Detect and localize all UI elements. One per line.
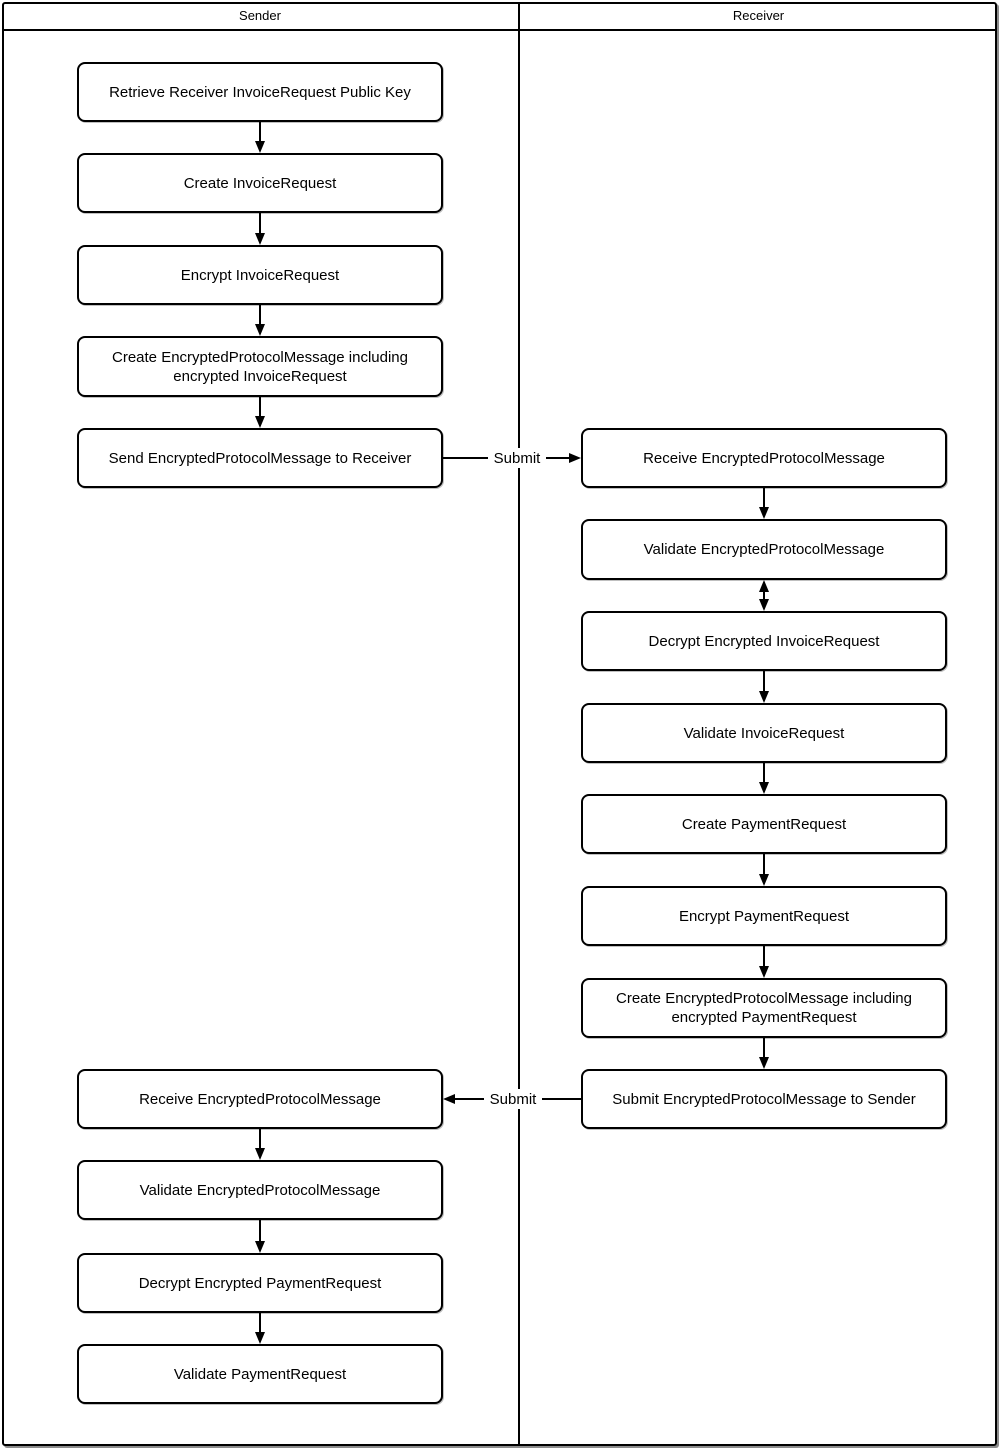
flow-step-create-epm-including-encrypted-paymentrequest: [581, 978, 947, 1038]
flow-step-receive-epm-sender: [77, 1069, 443, 1129]
flow-step-label: Validate EncryptedProtocolMessage: [139, 1181, 381, 1199]
flow-step-label: Receive EncryptedProtocolMessage: [643, 449, 885, 467]
flow-step-create-invoicerequest: [77, 153, 443, 213]
arrow-create-to-encrypt-invoicerequest: [255, 213, 265, 245]
flow-step-label: Encrypt InvoiceRequest: [180, 266, 340, 284]
flow-step-validate-epm-sender: [77, 1160, 443, 1220]
flow-step-label: Decrypt Encrypted InvoiceRequest: [648, 632, 880, 650]
arrow-validate-to-decrypt-paymentrequest: [255, 1220, 265, 1253]
flow-step-receive-epm-receiver: [581, 428, 947, 488]
arrow-receive-to-validate-epm-receiver: [759, 488, 769, 519]
flow-step-label: Receive EncryptedProtocolMessage: [139, 1090, 381, 1108]
flow-step-label: Send EncryptedProtocolMessage to Receiver: [108, 449, 412, 467]
flow-step-label: Create PaymentRequest: [681, 815, 847, 833]
flow-step-label: Encrypt PaymentRequest: [678, 907, 850, 925]
flow-step-validate-epm-receiver: [581, 519, 947, 580]
arrow-create-epm-to-submit: [759, 1038, 769, 1069]
flow-step-label: Retrieve Receiver InvoiceRequest Public Key: [109, 83, 411, 101]
flow-step-validate-paymentrequest: [77, 1344, 443, 1404]
flow-step-create-epm-including-encrypted-invoicerequest: [77, 336, 443, 397]
flow-step-encrypt-invoicerequest: [77, 245, 443, 305]
submit-label-receiver-to-sender: Submit: [484, 1089, 542, 1109]
double-arrow-validate-epm-to-decrypt-invoicerequest: [759, 580, 769, 611]
arrow-create-epm-to-send: [255, 397, 265, 428]
arrow-encrypt-paymentrequest-to-create-epm: [759, 946, 769, 978]
flow-step-label: Create EncryptedProtocolMessage including encrypted InvoiceRequest: [112, 348, 408, 385]
flow-step-label: Create InvoiceRequest: [183, 174, 337, 192]
arrow-validate-invoicerequest-to-create-paymentrequest: [759, 763, 769, 794]
flow-step-decrypt-encrypted-paymentrequest: [77, 1253, 443, 1313]
flow-step-submit-epm-to-sender: [581, 1069, 947, 1129]
arrow-receive-to-validate-epm-sender: [255, 1129, 265, 1160]
flow-step-validate-invoicerequest: [581, 703, 947, 763]
flow-step-label: Validate PaymentRequest: [173, 1365, 347, 1383]
flow-step-label: Decrypt Encrypted PaymentRequest: [138, 1274, 382, 1292]
flow-step-retrieve-receiver-invoicerequest-public-key: [77, 62, 443, 122]
arrow-decrypt-to-validate-invoicerequest: [759, 671, 769, 703]
flow-step-decrypt-encrypted-invoicerequest: [581, 611, 947, 671]
flow-step-create-paymentrequest: [581, 794, 947, 854]
flow-step-label: Create EncryptedProtocolMessage including encrypted PaymentRequest: [616, 990, 912, 1026]
flow-step-encrypt-paymentrequest: [581, 886, 947, 946]
lane-title-receiver: Receiver: [732, 8, 785, 23]
arrow-decrypt-to-validate-paymentrequest: [255, 1313, 265, 1344]
flow-step-send-epm-to-receiver: [77, 428, 443, 488]
flow-step-label: Submit EncryptedProtocolMessage to Sender: [612, 1090, 916, 1108]
arrow-encrypt-to-create-epm: [255, 305, 265, 336]
flow-step-label: Validate EncryptedProtocolMessage: [643, 541, 885, 558]
submit-label-sender-to-receiver: Submit: [488, 448, 546, 468]
arrow-create-to-encrypt-paymentrequest: [759, 854, 769, 886]
flow-step-label: Validate InvoiceRequest: [683, 724, 845, 742]
lane-title-sender: Sender: [239, 8, 281, 23]
arrow-retrieve-to-create-invoicerequest: [255, 122, 265, 153]
